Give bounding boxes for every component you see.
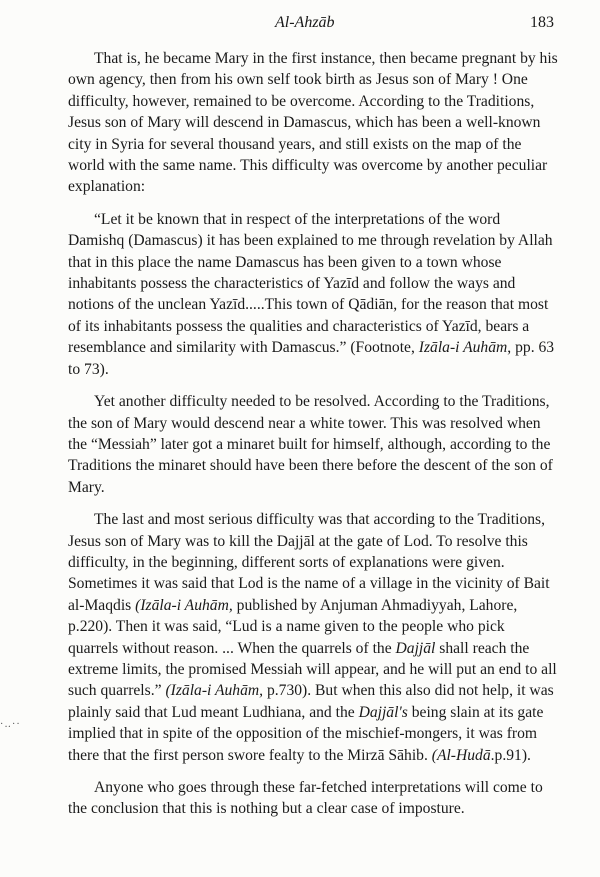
text-run: published by Anjuman Ahmadiyyah, Lahore, p.220). Then it was said, “Lud is a name given to the people who pick quarrels without reason. ... When the quarrels of the [68, 596, 518, 657]
text-run: shall reach the extreme limits, the promised Messiah will appear, and he will put an end to all such quarrels.” [68, 639, 557, 700]
page-header [0, 14, 600, 38]
italic-citation: Dajjāl's [358, 703, 408, 721]
italic-citation: (Izāla-i Auhām, [135, 596, 233, 614]
running-title: Al-Ahzāb [275, 14, 335, 31]
text-run: That is, he became Mary in the first instance, then became pregnant by his own agency, then from his own self took birth as Jesus son of Mary ! One difficulty, however, remained to be overcome. According to the Traditions, Jesus son of Mary will descend in Damascus, which has been a well-known city in Syria for several thousand years, and still exists on the map of the world with the same name. This difficulty was overcome by another peculiar explanation: [68, 50, 558, 196]
text-run: Anyone who goes through these far-fetched interpretations will come to the conclusion that this is nothing but a clear case of imposture. [68, 779, 543, 818]
text-run: .p.91). [490, 746, 531, 764]
text-run: p.730). But when this also did not help, it was plainly said that Lud meant Ludhiana, and the [68, 682, 554, 721]
paragraph [68, 509, 558, 766]
italic-citation: Dajjāl [395, 639, 436, 657]
text-run: The last and most serious difficulty was that according to the Traditions, Jesus son of Mary was to kill the Dajjāl at the gate of Lod. To resolve this difficulty, in the beginning, different sorts of explanations were given. Sometimes it was said that Lod is the name of a village in the vicinity of Bait al-Maqdis [68, 511, 550, 614]
paragraph [68, 391, 558, 498]
text-run: “Let it be known that in respect of the interpretations of the word Damishq (Damascus) it has been explained to me through revelation by Allah that in this place the name Damascus has been given to a town whose inhabitants possess the characteristics of Yazīd and follow the ways and notions of the unclean Yazīd.....This town of Qādiān, for the reason that most of its inhabitants possess the qualities and characteristics of Yazīd, bears a resemblance and similarity with Damascus.” (Footnote, [68, 210, 553, 357]
page-number: 183 [530, 14, 554, 31]
text-run: , pp. 63 to 73). [68, 339, 555, 378]
margin-scan-mark: ·‥·· [0, 719, 21, 730]
italic-citation: Izāla-i Auhām [418, 339, 508, 357]
page-body [68, 48, 558, 820]
text-run: Yet another difficulty needed to be resolved. According to the Traditions, the son of Mary would descend near a white tower. This was resolved when the “Messiah” later got a minaret built for himself, although, according to the Traditions the minaret should have been there before the descent of the son of Mary. [68, 393, 553, 496]
italic-citation: (Al-Hudā [431, 746, 491, 764]
block-quote-paragraph [68, 209, 558, 380]
paragraph [68, 48, 558, 198]
italic-citation: (Izāla-i Auhām, [165, 682, 264, 700]
text-run: being slain at its gate implied that in spite of the opposition of the mischief-mongers, it was from there that the first person swore fealty to the Mirzā Sāhib. [68, 703, 544, 764]
paragraph [68, 777, 558, 820]
